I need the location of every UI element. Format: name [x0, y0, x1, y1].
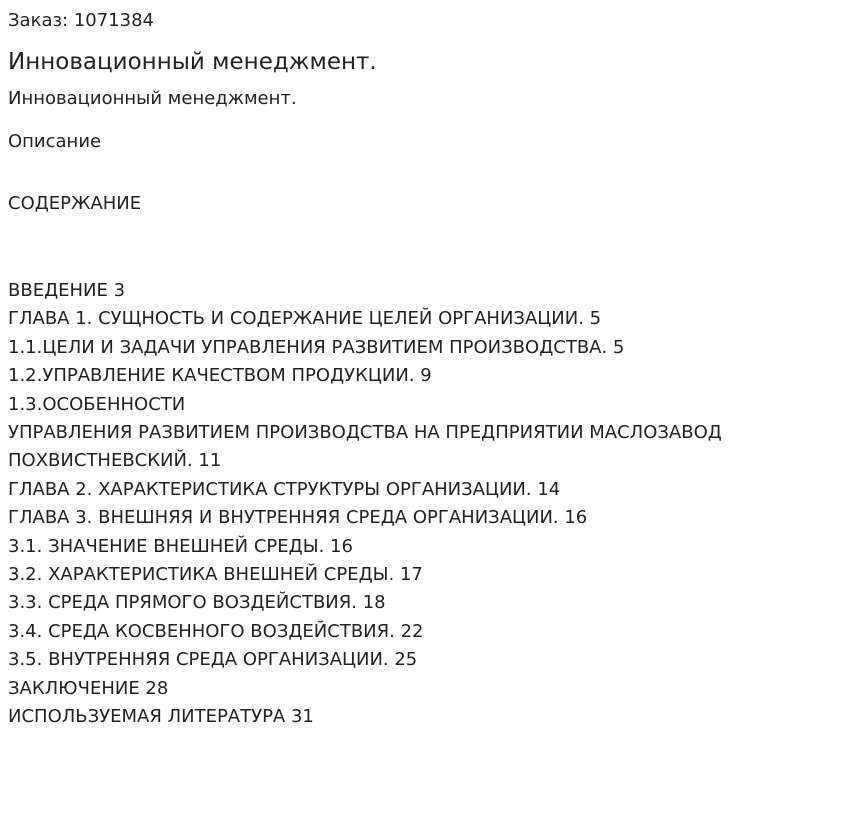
toc-heading: СОДЕРЖАНИЕ [8, 193, 142, 214]
toc-entry: УПРАВЛЕНИЯ РАЗВИТИЕМ ПРОИЗВОДСТВА НА ПРЕДПРИЯТИИ МАСЛОЗАВОД [8, 422, 722, 444]
toc-entry: 1.3.ОСОБЕННОСТИ [8, 393, 186, 415]
page-title: Инновационный менеджмент. [8, 49, 377, 75]
toc-entry: ВВЕДЕНИЕ 3 [8, 280, 126, 301]
toc-entry: ГЛАВА 2. ХАРАКТЕРИСТИКА СТРУКТУРЫ ОРГАНИЗАЦИИ. 14 [8, 478, 561, 500]
toc-entry: ГЛАВА 1. СУЩНОСТЬ И СОДЕРЖАНИЕ ЦЕЛЕЙ ОРГАНИЗАЦИИ. 5 [8, 308, 602, 330]
toc-entry: 3.3. СРЕДА ПРЯМОГО ВОЗДЕЙСТВИЯ. 18 [8, 592, 386, 614]
toc-entry: 3.4. СРЕДА КОСВЕННОГО ВОЗДЕЙСТВИЯ. 22 [8, 620, 424, 642]
toc-entry: ПОХВИСТНЕВСКИЙ. 11 [8, 450, 222, 472]
toc-entry: 3.2. ХАРАКТЕРИСТИКА ВНЕШНЕЙ СРЕДЫ. 17 [8, 564, 423, 586]
toc-entry: 3.1. ЗНАЧЕНИЕ ВНЕШНЕЙ СРЕДЫ. 16 [8, 535, 353, 557]
order-number: Заказ: 1071384 [8, 10, 154, 31]
toc-entry: 1.1.ЦЕЛИ И ЗАДАЧИ УПРАВЛЕНИЯ РАЗВИТИЕМ ПРОИЗВОДСТВА. 5 [8, 336, 625, 358]
toc-entry: ГЛАВА 3. ВНЕШНЯЯ И ВНУТРЕННЯЯ СРЕДА ОРГАНИЗАЦИИ. 16 [8, 507, 588, 529]
toc-entry: 3.5. ВНУТРЕННЯЯ СРЕДА ОРГАНИЗАЦИИ. 25 [8, 649, 418, 671]
page-subtitle: Инновационный менеджмент. [8, 88, 297, 109]
table-of-contents [8, 277, 722, 732]
toc-entry: ИСПОЛЬЗУЕМАЯ ЛИТЕРАТУРА 31 [8, 706, 314, 728]
description-label: Описание [8, 131, 102, 152]
toc-entry: ЗАКЛЮЧЕНИЕ 28 [8, 677, 169, 699]
toc-entry: 1.2.УПРАВЛЕНИЕ КАЧЕСТВОМ ПРОДУКЦИИ. 9 [8, 365, 432, 387]
